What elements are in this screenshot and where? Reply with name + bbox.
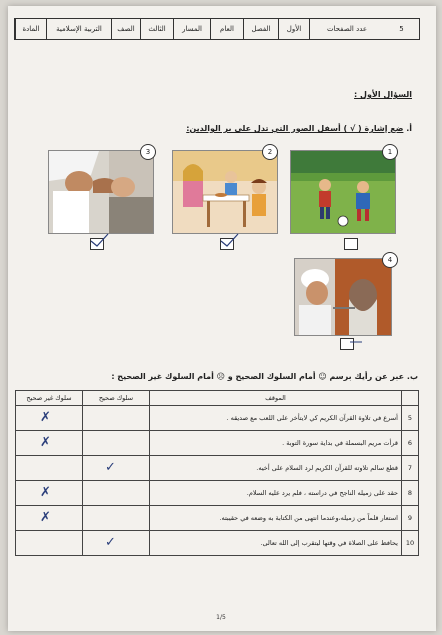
picture-2-family-meal <box>172 150 278 234</box>
row-number: 6 <box>402 431 419 456</box>
page-number: 1/5 <box>216 614 226 621</box>
picture-3-number: 3 <box>140 144 156 160</box>
row-wrong-cell[interactable] <box>16 431 83 456</box>
row-number: 5 <box>402 406 419 431</box>
table-header-correct: سلوك صحيح <box>83 391 150 406</box>
table-header-situation: الموقف <box>150 391 402 406</box>
row-number: 10 <box>402 531 419 556</box>
table-row <box>16 406 419 431</box>
row-correct-cell[interactable] <box>83 406 150 431</box>
grade-value: الثالث <box>140 19 173 39</box>
row-correct-cell[interactable] <box>83 531 150 556</box>
row-situation: استعار قلماً من زميله،وعندما انتهى من الكتابة به وضعه في حقيبته. <box>150 506 402 531</box>
table-header-number <box>402 391 419 406</box>
picture-3-respecting-elder <box>48 150 154 234</box>
track-value: العام <box>210 19 243 39</box>
row-number: 7 <box>402 456 419 481</box>
picture-4-number: 4 <box>382 252 398 268</box>
row-wrong-cell[interactable] <box>16 481 83 506</box>
picture-1-checkbox[interactable] <box>344 238 358 250</box>
wrong-mark: ✗ <box>40 510 51 525</box>
table-row <box>16 481 419 506</box>
picture-4-stray-mark <box>348 336 366 348</box>
row-correct-cell[interactable] <box>83 456 150 481</box>
row-correct-cell[interactable] <box>83 431 150 456</box>
picture-4-feeding-elder <box>294 258 392 336</box>
pages-value: 5 <box>399 25 404 33</box>
header-table <box>14 18 420 40</box>
row-situation: حقد على زميله الناجح في دراسته ، فلم يرد عليه السلام. <box>150 481 402 506</box>
wrong-mark: ✗ <box>40 410 51 425</box>
correct-mark: ✓ <box>105 460 116 475</box>
row-wrong-cell[interactable] <box>16 456 83 481</box>
part-a-letter: أ. <box>406 124 412 133</box>
track-label: المسار <box>173 19 210 39</box>
table-row <box>16 456 419 481</box>
term-label: الفصل <box>243 19 278 39</box>
subject-value: التربية الإسلامية <box>46 19 111 39</box>
row-number: 8 <box>402 481 419 506</box>
picture-1-children-football <box>290 150 396 234</box>
table-row <box>16 531 419 556</box>
pages-label: عدد الصفحات <box>309 19 384 39</box>
behaviour-table <box>15 390 419 556</box>
wrong-mark: ✗ <box>40 485 51 500</box>
table-row <box>16 431 419 456</box>
row-wrong-cell[interactable] <box>16 531 83 556</box>
picture-3-tick-mark <box>88 232 110 248</box>
picture-2-tick-mark <box>218 232 240 248</box>
row-correct-cell[interactable] <box>83 506 150 531</box>
term-value: الأول <box>278 19 309 39</box>
table-header-row <box>16 391 419 406</box>
row-situation: قطع سالم تلاوته للقرآن الكريم لرد السلام على أخيه. <box>150 456 402 481</box>
grade-label: الصف <box>111 19 140 39</box>
part-b-instruction: ب. عبر عن رأيك برسم ☺ أمام السلوك الصحيح و ☹ أمام السلوك غير الصحيح : <box>111 372 418 381</box>
row-wrong-cell[interactable] <box>16 506 83 531</box>
row-situation: قرأت مريم البسملة في بداية سورة التوبة . <box>150 431 402 456</box>
table-header-wrong: سلوك غير صحيح <box>16 391 83 406</box>
row-situation: يحافظ على الصلاة في وقتها ليتقرب إلى الله تعالى. <box>150 531 402 556</box>
part-a-instruction <box>186 124 412 133</box>
subject-label: المادة <box>15 19 46 39</box>
row-wrong-cell[interactable] <box>16 406 83 431</box>
row-situation: أسرع في تلاوة القرآن الكريم كي لايتأخر على اللعب مع صديقه . <box>150 406 402 431</box>
picture-1-number: 1 <box>382 144 398 160</box>
picture-2-number: 2 <box>262 144 278 160</box>
row-correct-cell[interactable] <box>83 481 150 506</box>
row-number: 9 <box>402 506 419 531</box>
correct-mark: ✓ <box>105 535 116 550</box>
part-a-text: ضع إشارة ( √ ) أسفل الصور التي تدل على بر الوالدين: <box>186 124 404 133</box>
question-title: السؤال الأول : <box>354 90 412 99</box>
table-row <box>16 506 419 531</box>
wrong-mark: ✗ <box>40 435 51 450</box>
